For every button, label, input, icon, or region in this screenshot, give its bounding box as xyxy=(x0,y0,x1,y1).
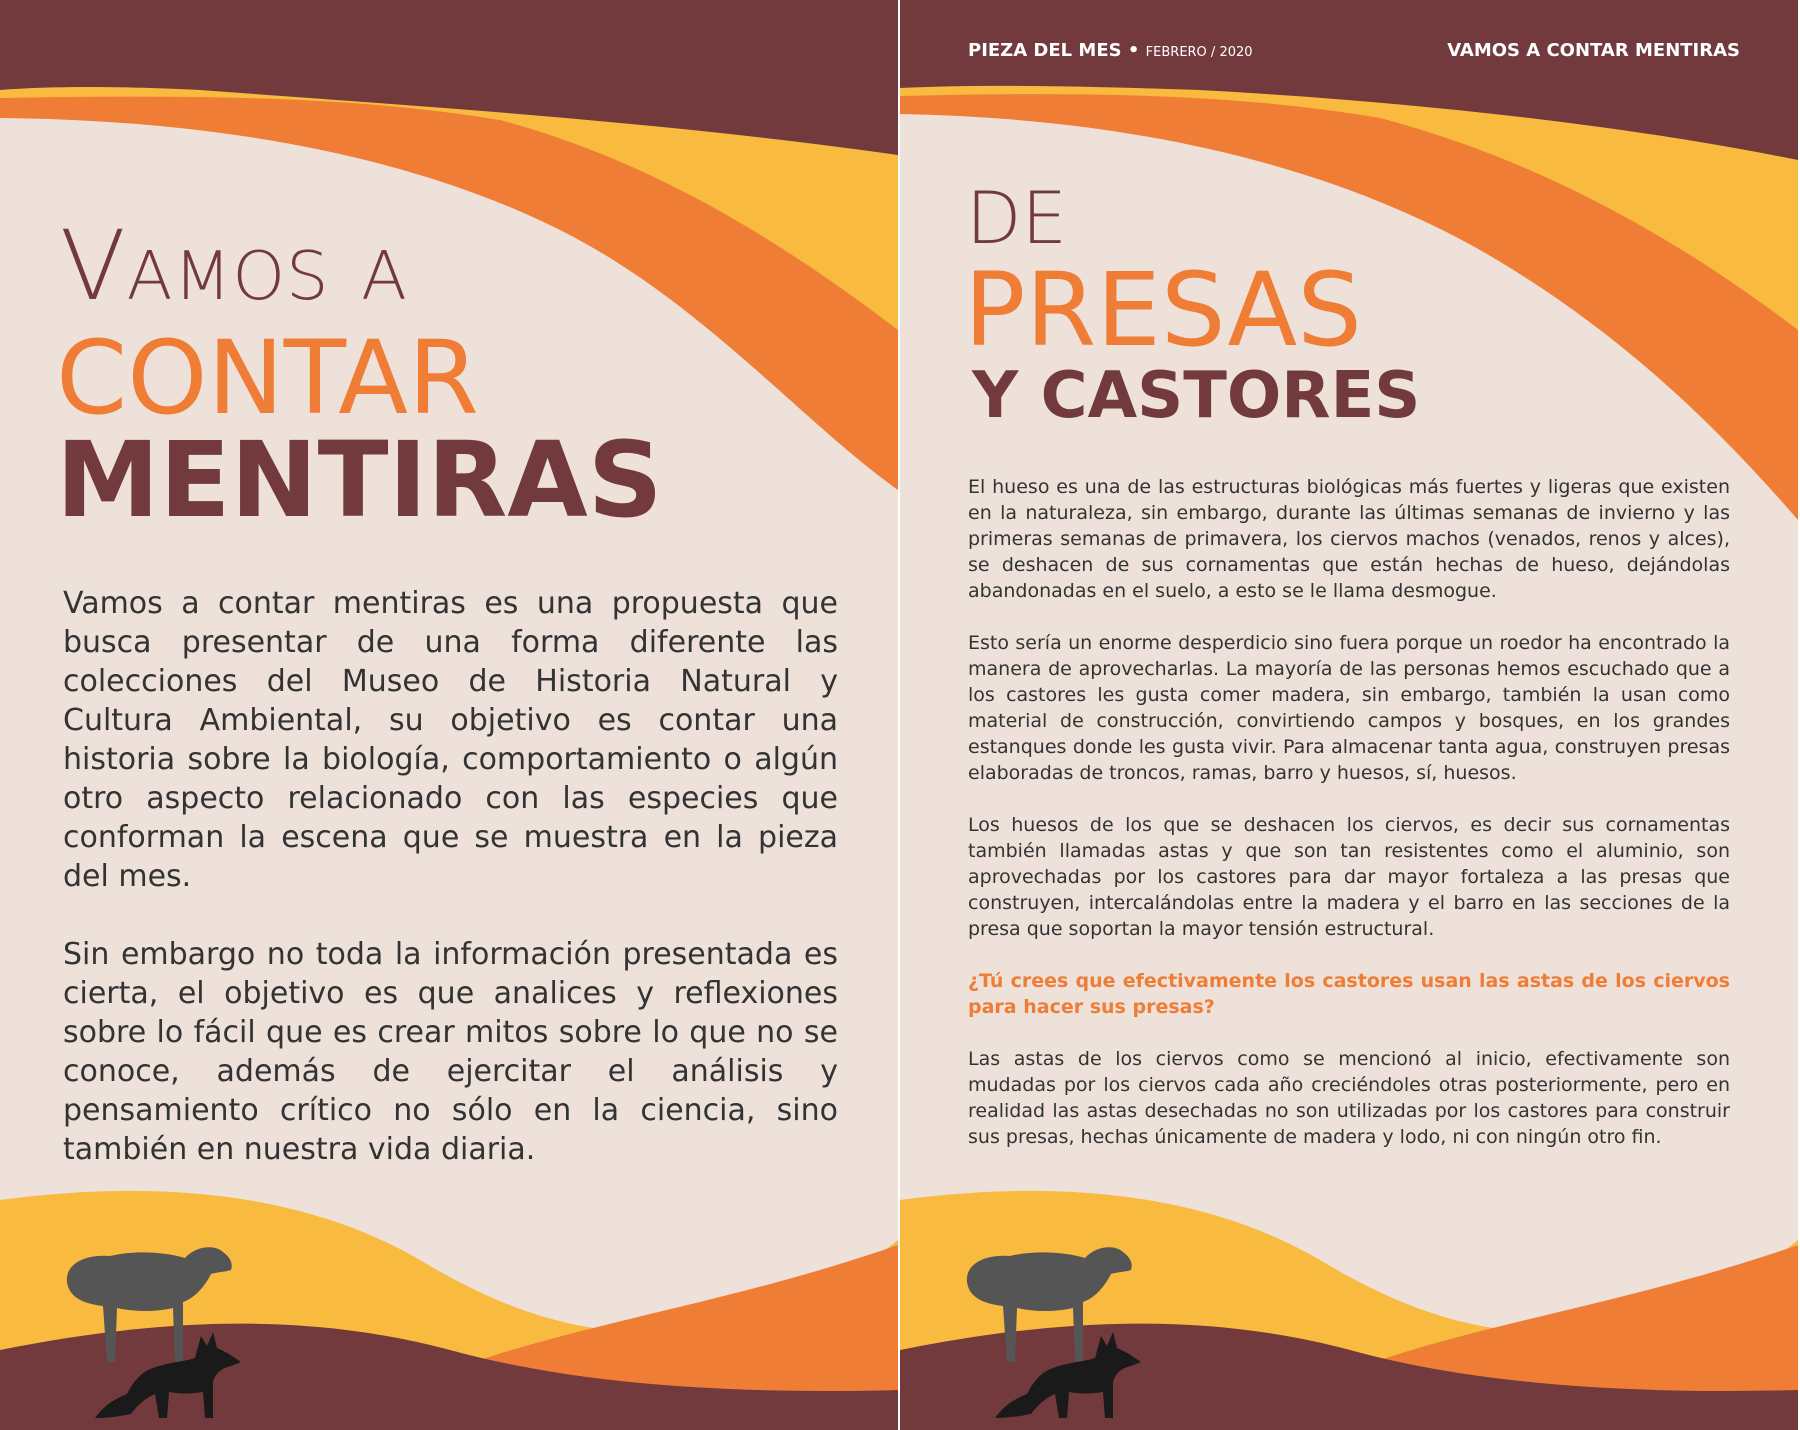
article-paragraph: El hueso es una de las estructuras biológicas más fuertes y ligeras que existen en la naturaleza, sin embargo, durante las últimas semanas de invierno y las primeras semanas de primavera, los ciervos machos (venados, renos y alces), se deshacen de sus cornamentas que están hechas de hueso, dejándolas abandonadas en el suelo, a esto se le llama desmogue. xyxy=(968,476,1730,602)
header-issue xyxy=(968,40,1253,61)
title-line-2: CONTAR xyxy=(56,319,479,438)
fox-silhouette-icon xyxy=(95,1332,241,1418)
answer-paragraph: Las astas de los ciervos como se mencionó al inicio, efectivamente son mudadas por los ciervos cada año creciéndoles otras posteriormente, pero en realidad las astas desechadas no son utilizadas por los castores para construir sus presas, hechas únicamente de madera y lodo, ni con ningún otro fin. xyxy=(968,1048,1730,1148)
header-section: PIEZA DEL MES xyxy=(968,40,1122,61)
title-line-3: MENTIRAS xyxy=(56,419,663,541)
title-line-1: Vamos a xyxy=(60,210,408,322)
intro-paragraph: Vamos a contar mentiras es una propuesta que busca presentar de una forma diferente las colecciones del Museo de Historia Natural y Cultura Ambiental, su objetivo es contar una historia sobre la biología, comportamiento o algún otro aspecto relacionado con las especies que conforman la escena que se muestra en la pieza del mes. xyxy=(63,586,838,894)
animals-illustration xyxy=(55,1222,255,1422)
article-paragraph: Los huesos de los que se deshacen los ciervos, es decir sus cornamentas también llamadas astas y que son tan resistentes como el aluminio, son aprovechadas por los castores para dar mayor fortaleza a las presas que construyen, intercalándolas entre la madera y el barro en las secciones de la presa que soportan la mayor tensión estructural. xyxy=(968,814,1730,940)
fox-silhouette-icon xyxy=(995,1332,1141,1418)
question-highlight: ¿Tú crees que efectivamente los castores usan las astas de los ciervos para hacer sus presas? xyxy=(968,970,1730,1018)
header-series-title: VAMOS A CONTAR MENTIRAS xyxy=(1447,40,1740,61)
title-line-2: PRESAS xyxy=(964,251,1362,370)
header-bullet: • xyxy=(1127,40,1140,61)
intro-paragraph: Sin embargo no toda la información presentada es cierta, el objetivo es que analices y reflexiones sobre lo fácil que es crear mitos sobre lo que no se conoce, además de ejercitar el análisis y pensamiento crítico no sólo en la ciencia, sino también en nuestra vida diaria. xyxy=(63,937,838,1167)
right-page xyxy=(900,0,1798,1430)
sheep-silhouette-icon xyxy=(967,1247,1132,1362)
title-line-3: Y CASTORES xyxy=(972,359,1421,433)
animals-illustration xyxy=(955,1222,1155,1422)
article-body xyxy=(968,474,1730,1176)
title-line-1: DE xyxy=(966,176,1067,260)
left-page xyxy=(0,0,898,1430)
running-header xyxy=(968,40,1740,64)
article-paragraph: Esto sería un enorme desperdicio sino fuera porque un roedor ha encontrado la manera de aprovecharlas. La mayoría de las personas hemos escuchado que a los castores les gusta comer madera, sin embargo, también la usan como material de construcción, convirtiendo campos y bosques, en los grandes estanques donde les gusta vivir. Para almacenar tanta agua, construyen presas elaboradas de troncos, ramas, barro y huesos, sí, huesos. xyxy=(968,632,1730,784)
sheep-silhouette-icon xyxy=(67,1247,232,1362)
intro-text xyxy=(63,584,838,1208)
header-date: FEBRERO / 2020 xyxy=(1145,45,1253,60)
